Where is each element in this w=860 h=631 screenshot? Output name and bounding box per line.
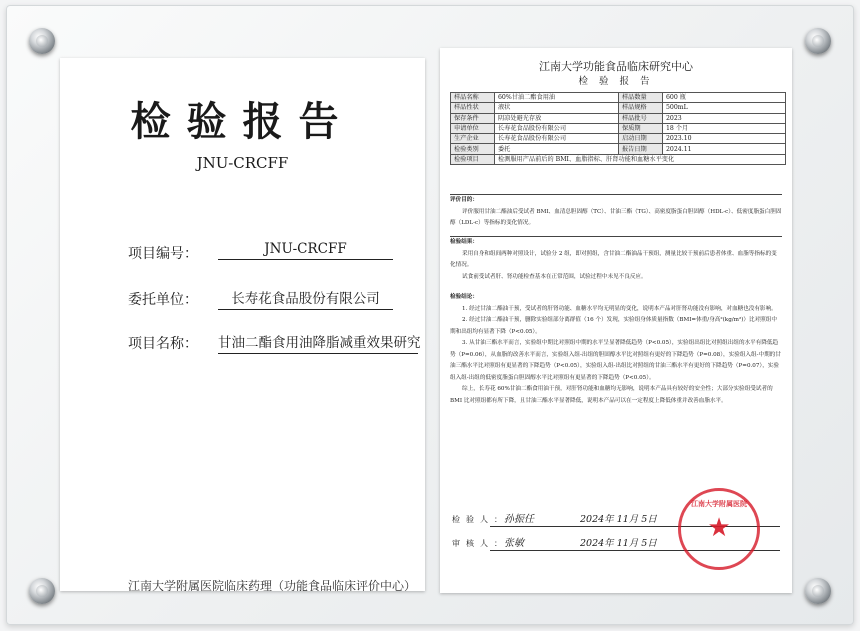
seal-text: 江南大学附属医院 <box>691 499 747 508</box>
inspector-date: 2024年 11月 5日 <box>580 514 657 525</box>
report-detail-page <box>440 48 792 593</box>
client-label: 委托单位： <box>128 292 198 308</box>
table-row <box>451 113 786 123</box>
table-cell: 2023 <box>663 113 786 123</box>
table-cell: 申请单位 <box>451 123 495 133</box>
conclusion-item: 1. 经过甘油二酯油干预，受试者的肝肾功能、血糖水平均无明显的变化，说明本产品对肝肾功能没有影响，对血糖也没有影响。 <box>462 305 777 312</box>
table-cell: 委托 <box>495 144 619 154</box>
table-cell: 启动日期 <box>619 134 663 144</box>
table-row <box>451 123 786 133</box>
table-cell: 2024.11 <box>663 144 786 154</box>
conclusion-item: 3. 从甘油三酯水平而言，实验组中期比对照组中期的水平呈显著降低趋势（P<0.05），实验组出组比对照组出组的水平有降低趋势（P=0.06），从血脂的改善水平而言，实验组入组-出组的胆固醇水平比对照组有更好的下降趋势（P=0.08），实验组入组-中期的甘油三酯水平比对照组有更显著的下降趋势（P<0.05），实验组入组-出组比对照组的甘油三酯水平有更好的下降趋势（P=0.07），实验组入组-出组的低密度脂蛋白胆固醇水平比对照组有更显著的下降趋势（P<0.05）。 <box>450 340 781 381</box>
screw-top-left <box>29 28 55 54</box>
conclusion-item: 综上，长寿花 60%甘油二酯食用油干预，对肝肾功能和血糖均无影响，说明本产品具有较好的安全性；大部分实验组受试者的 BMI 比对照组都有所下降，且甘油三酯水平显著降低，说明本产品可以在一定程度上降低体重并改善血脂水平。 <box>450 386 773 404</box>
screw-bottom-left <box>29 578 55 604</box>
reviewer-label: 审核人： <box>452 539 508 548</box>
official-seal <box>678 488 760 570</box>
purpose-heading: 评价目的： <box>450 197 478 203</box>
conclusion-heading: 检验结论： <box>450 294 478 300</box>
table-cell: 保质期 <box>619 123 663 133</box>
table-row <box>451 93 786 103</box>
table-cell: 阴凉处避光存放 <box>495 113 619 123</box>
institution-name: 江南大学功能食品临床研究中心 <box>539 60 693 73</box>
table-cell: 生产企业 <box>451 134 495 144</box>
table-cell: 500mL <box>663 103 786 113</box>
screw-top-right <box>805 28 831 54</box>
client-row <box>128 287 425 311</box>
results-heading: 检验结果： <box>450 239 478 245</box>
project-number-label: 项目编号： <box>128 246 198 262</box>
report-title: 检 验 报 告 <box>578 76 654 87</box>
cover-title: 检验报告 <box>130 98 355 145</box>
table-cell: 液状 <box>495 103 619 113</box>
table-cell: 报告日期 <box>619 144 663 154</box>
table-cell: 检验类别 <box>451 144 495 154</box>
conclusion-item: 2. 经过甘油二酯油干预，删除实验组部分离群值（16 个）发现，实验组身体质量指数（BMI=体重/身高²(kg/m²)）比对照组中期和出组均有显著下降（P<0.05）。 <box>450 317 777 335</box>
purpose-section <box>450 194 782 230</box>
screw-bottom-right <box>805 578 831 604</box>
purpose-text: 评价服用甘油二酯油后受试者 BMI、血清总胆固醇（TC）、甘油三酯（TG）、高密度脂蛋白胆固醇（HDL-c）、低密度脂蛋白胆固醇（LDL-c）等指标的变化情况。 <box>450 208 782 226</box>
table-cell: 样品规格 <box>619 103 663 113</box>
table-cell: 检测服用产品前后的 BMI、血脂指标、肝肾功能和血糖水平变化 <box>495 154 786 164</box>
table-row <box>451 103 786 113</box>
table-cell: 样品性状 <box>451 103 495 113</box>
project-name-label: 项目名称： <box>128 336 198 352</box>
table-cell: 长寿花食品股份有限公司 <box>495 123 619 133</box>
cover-code: JNU-CRCFF <box>196 154 289 172</box>
report-cover-page <box>60 58 425 591</box>
table-row <box>451 144 786 154</box>
client-value: 长寿花食品股份有限公司 <box>218 287 393 310</box>
table-cell: 18 个月 <box>663 123 786 133</box>
table-cell: 长寿花食品股份有限公司 <box>495 134 619 144</box>
design-text: 采用自身和组间两种对照设计，试验分 2 组，即对照组，含甘油二酯油品干预组，测量比较干预前后患者体重、血脂等指标的变化情况。 <box>450 250 777 268</box>
table-cell: 检验项目 <box>451 154 495 164</box>
table-row <box>451 154 786 164</box>
conclusion-section <box>450 292 782 407</box>
table-row <box>451 134 786 144</box>
reviewer-date: 2024年 11月 5日 <box>580 538 657 549</box>
inspector-signature: 孙振任 <box>504 514 534 525</box>
table-cell: 样品名称 <box>451 93 495 103</box>
table-cell: 600 瓶 <box>663 93 786 103</box>
cover-footer: 江南大学附属医院临床药理（功能食品临床评价中心） <box>128 579 417 591</box>
table-cell: 2023.10 <box>663 134 786 144</box>
project-number-row <box>128 241 425 265</box>
reviewer-signature: 张敏 <box>504 538 524 549</box>
table-cell: 样品数量 <box>619 93 663 103</box>
project-name-row <box>128 331 425 355</box>
inspector-label: 检验人： <box>452 515 508 524</box>
table-cell: 保存条件 <box>451 113 495 123</box>
safety-text: 试食前受试者肝、肾功能检查基本在正常范围，试验过程中未见不良反应。 <box>462 273 647 280</box>
results-section <box>450 236 782 283</box>
sample-info-table <box>450 92 786 165</box>
table-cell: 样品批号 <box>619 113 663 123</box>
seal-star-icon: ★ <box>707 513 731 543</box>
project-number-value: JNU-CRCFF <box>218 241 393 260</box>
table-cell: 60%甘油二酯食用油 <box>495 93 619 103</box>
project-name-value: 甘油二酯食用油降脂减重效果研究 <box>218 331 418 354</box>
